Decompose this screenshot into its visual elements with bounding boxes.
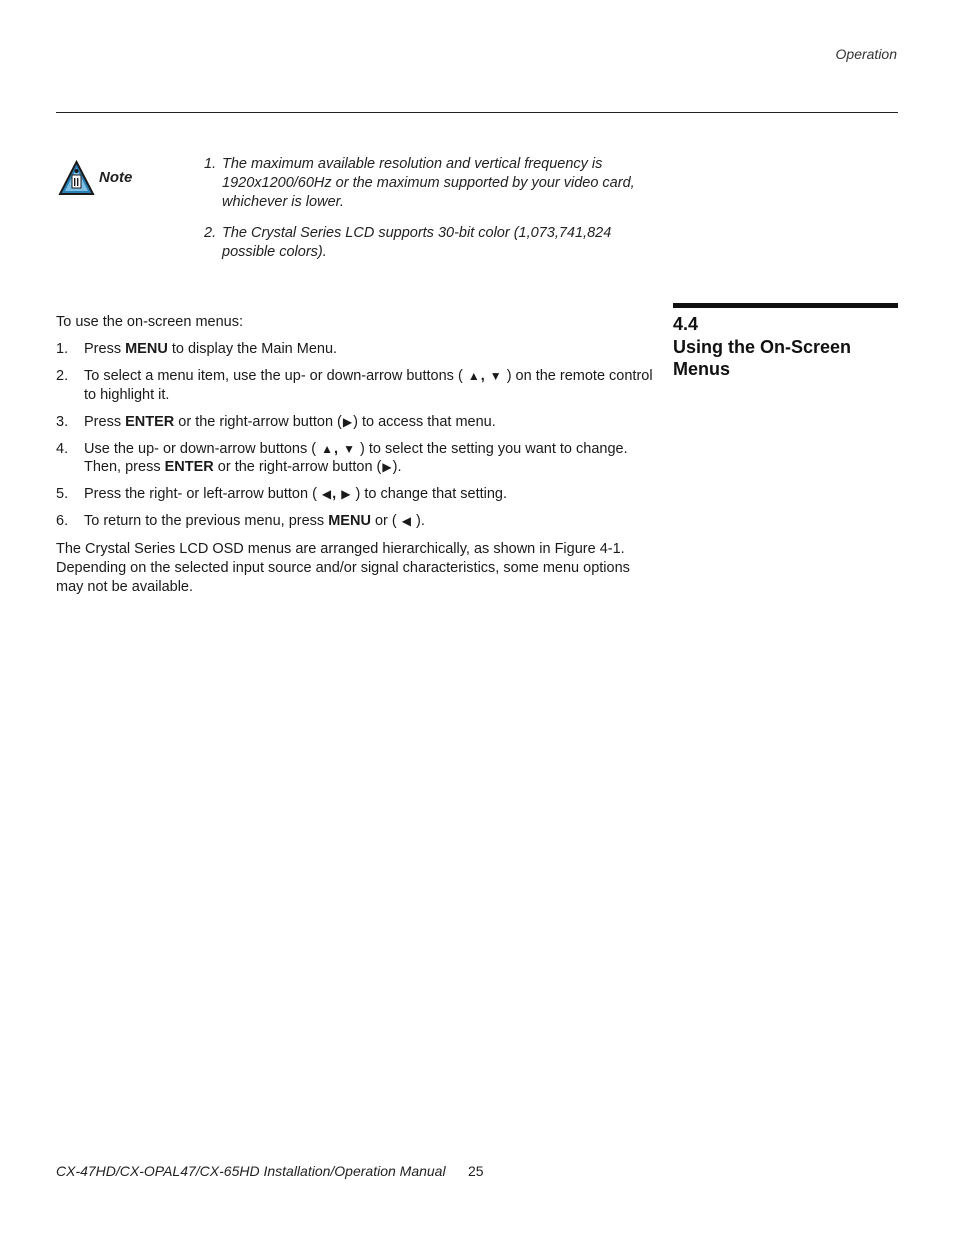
step-item — [56, 413, 656, 432]
steps-list — [56, 340, 656, 539]
step-text-run: ). — [411, 513, 425, 529]
step-text-run: or ( — [370, 513, 401, 529]
step-number: 1. — [56, 341, 69, 357]
step-text-run: ) to select the setting you want to change. Then, press — [84, 440, 628, 475]
step-item — [56, 340, 656, 359]
step-text-run: ) to access that menu. — [353, 413, 496, 430]
arrow-glyph-icon: ▼ — [343, 441, 355, 456]
step-item — [56, 440, 656, 477]
bold-button-name: ENTER — [125, 413, 175, 430]
bold-button-name: ENTER — [164, 459, 214, 475]
running-header: Operation — [835, 46, 897, 62]
step-item — [56, 485, 656, 504]
note-list — [204, 155, 644, 274]
step-text-run: ). — [392, 459, 402, 475]
note-warning-icon — [58, 160, 95, 196]
note-item-number: 2. — [204, 225, 217, 241]
note-item-text: The Crystal Series LCD supports 30-bit color (1,073,741,824 possible colors). — [222, 225, 612, 260]
step-text — [84, 340, 656, 359]
step-text — [84, 485, 656, 504]
note-item-number: 1. — [204, 156, 217, 172]
step-text-run: or the right-arrow button ( — [174, 413, 342, 430]
step-item — [56, 512, 656, 531]
step-text — [84, 413, 656, 432]
step-text — [84, 512, 656, 531]
step-text — [84, 440, 656, 477]
intro-text: To use the on-screen menus: — [56, 314, 243, 330]
section-number: 4.4 — [673, 314, 699, 334]
step-number: 3. — [56, 413, 69, 430]
arrow-glyph-icon: ◀ — [321, 487, 332, 501]
bold-button-name: MENU — [125, 341, 168, 357]
arrow-glyph-icon: ▶ — [342, 414, 353, 429]
step-number: 4. — [56, 440, 69, 457]
arrow-glyph-icon: ▶ — [382, 460, 392, 474]
note-item — [204, 155, 644, 212]
step-text — [84, 367, 656, 404]
section-title: Using the On-Screen Menus — [673, 337, 852, 379]
step-item — [56, 367, 656, 404]
arrow-glyph-icon: ▲ — [321, 441, 334, 456]
step-number: 5. — [56, 486, 69, 502]
header-rule — [56, 112, 898, 113]
step-text-run: to display the Main Menu. — [167, 341, 338, 357]
step-text-run: Press — [84, 413, 126, 430]
step-text-run: Use the up- or down-arrow buttons ( — [84, 440, 321, 457]
body-paragraph: The Crystal Series LCD OSD menus are arranged hierarchically, as shown in Figure 4-1. Depending on the selected input source and/or signal characteristics, some menu options may not be available. — [56, 541, 630, 595]
step-number: 2. — [56, 368, 69, 384]
step-text-run: ) on the remote control to highlight it. — [84, 368, 653, 403]
arrow-glyph-icon: ▶ — [341, 487, 351, 501]
bold-button-name: , — [332, 486, 341, 502]
bold-button-name: , — [480, 368, 489, 384]
step-number: 6. — [56, 513, 69, 529]
step-text-run: ) to change that setting. — [351, 486, 508, 502]
note-label: Note — [99, 169, 133, 186]
arrow-glyph-icon: ▲ — [467, 369, 480, 383]
arrow-glyph-icon: ▼ — [489, 369, 502, 383]
step-text-run: Press the right- or left-arrow button ( — [84, 486, 321, 502]
page-number: 25 — [468, 1163, 484, 1179]
note-item-text: The maximum available resolution and vertical frequency is 1920x1200/60Hz or the maximum supported by your video card, whichever is lower. — [222, 156, 635, 210]
arrow-glyph-icon: ◀ — [401, 514, 411, 528]
step-text-run: To select a menu item, use the up- or down-arrow buttons ( — [84, 368, 467, 384]
note-item — [204, 224, 644, 262]
step-text-run: Press — [84, 341, 126, 357]
bold-button-name: MENU — [328, 513, 371, 529]
step-text-run: To return to the previous menu, press — [84, 513, 329, 529]
bold-button-name: , — [334, 440, 343, 457]
step-text-run: or the right-arrow button ( — [213, 459, 382, 475]
footer-manual-title: CX-47HD/CX-OPAL47/CX-65HD Installation/Operation Manual — [56, 1163, 446, 1179]
section-heading-bar — [673, 303, 898, 308]
